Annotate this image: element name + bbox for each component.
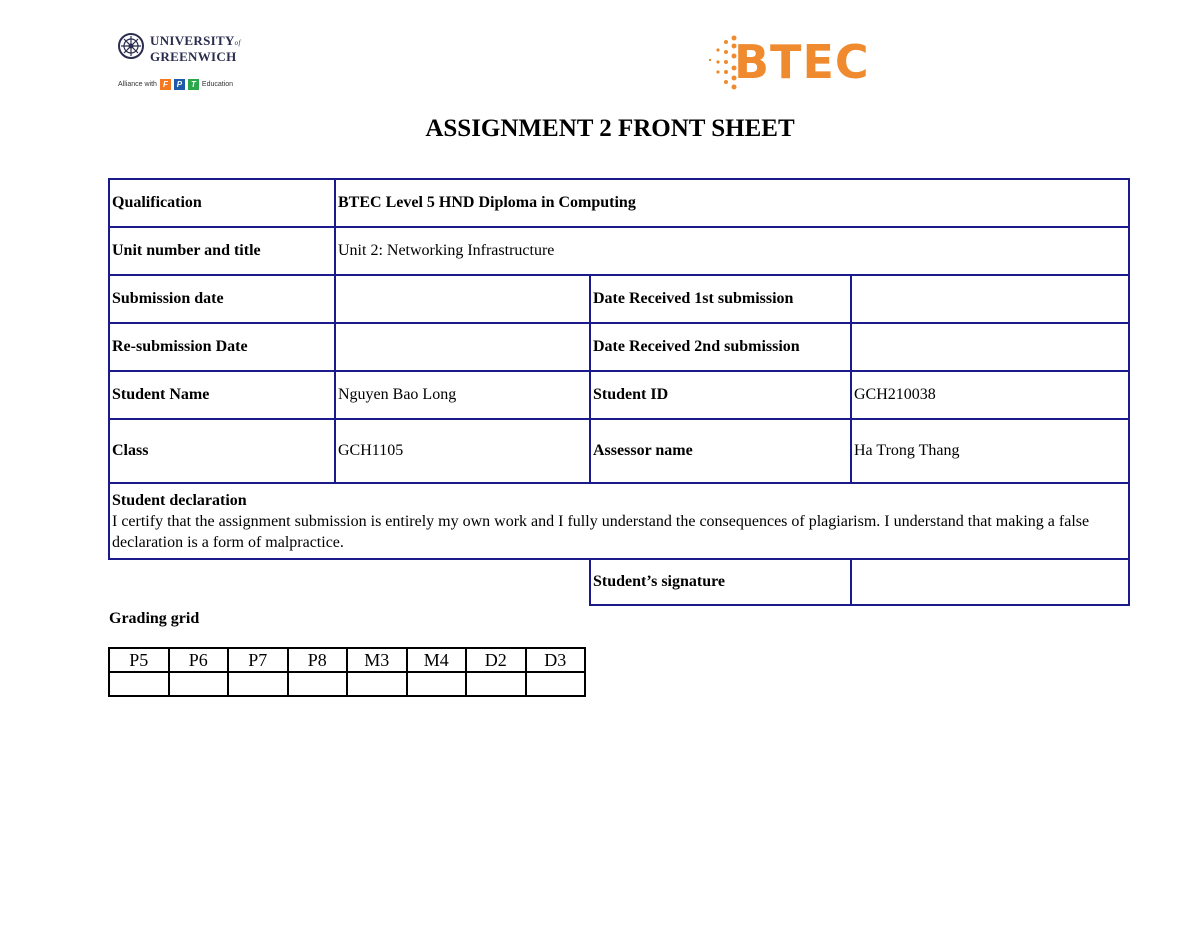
row-student-name — [109, 371, 1129, 419]
row-qualification — [109, 179, 1129, 227]
grade-m3[interactable] — [347, 672, 407, 696]
assessor-label: Assessor name — [590, 419, 851, 483]
student-id-label: Student ID — [590, 371, 851, 419]
date-received-1-label: Date Received 1st submission — [590, 275, 851, 323]
fpt-letter-f: F — [160, 79, 171, 90]
signature-field[interactable] — [851, 559, 1129, 605]
date-received-1-field[interactable] — [851, 275, 1129, 323]
declaration-title: Student declaration — [112, 492, 247, 509]
grade-d2[interactable] — [466, 672, 526, 696]
university-seal-icon — [118, 33, 144, 59]
signature-spacer — [109, 559, 590, 605]
row-class — [109, 419, 1129, 483]
unit-label: Unit number and title — [109, 227, 335, 275]
row-declaration — [109, 483, 1129, 559]
grading-criteria-row — [109, 648, 585, 672]
criterion-p7: P7 — [228, 648, 288, 672]
fpt-letter-p: P — [174, 79, 185, 90]
grade-m4[interactable] — [407, 672, 467, 696]
row-submission-date — [109, 275, 1129, 323]
grade-p8[interactable] — [288, 672, 348, 696]
btec-logo — [704, 32, 889, 94]
grading-grid-table — [108, 647, 586, 697]
student-id-value: GCH210038 — [851, 371, 1129, 419]
page-title: ASSIGNMENT 2 FRONT SHEET — [425, 115, 795, 142]
criterion-p5: P5 — [109, 648, 169, 672]
resubmission-date-label: Re-submission Date — [109, 323, 335, 371]
criterion-m3: M3 — [347, 648, 407, 672]
row-signature — [109, 559, 1129, 605]
grade-p5[interactable] — [109, 672, 169, 696]
declaration-cell — [109, 483, 1129, 559]
unit-value: Unit 2: Networking Infrastructure — [335, 227, 1129, 275]
qualification-value: BTEC Level 5 HND Diploma in Computing — [335, 179, 1129, 227]
declaration-text: I certify that the assignment submission is entirely my own work and I fully understand the consequences of plagiarism. I understand that making a false declaration is a form of malpractice. — [112, 513, 1090, 551]
submission-date-field[interactable] — [335, 275, 590, 323]
row-unit — [109, 227, 1129, 275]
resubmission-date-field[interactable] — [335, 323, 590, 371]
date-received-2-label: Date Received 2nd submission — [590, 323, 851, 371]
criterion-p8: P8 — [288, 648, 348, 672]
class-label: Class — [109, 419, 335, 483]
university-name: UNIVERSITYof GREENWICH — [150, 33, 241, 64]
grading-values-row — [109, 672, 585, 696]
student-name-value: Nguyen Bao Long — [335, 371, 590, 419]
front-sheet-table — [108, 178, 1130, 606]
submission-date-label: Submission date — [109, 275, 335, 323]
class-value: GCH1105 — [335, 419, 590, 483]
criterion-p6: P6 — [169, 648, 229, 672]
criterion-d3: D3 — [526, 648, 586, 672]
date-received-2-field[interactable] — [851, 323, 1129, 371]
qualification-label: Qualification — [109, 179, 335, 227]
grade-d3[interactable] — [526, 672, 586, 696]
university-of-greenwich-logo — [118, 33, 258, 95]
btec-wordmark: BTEC — [734, 35, 870, 89]
criterion-m4: M4 — [407, 648, 467, 672]
signature-label: Student’s signature — [590, 559, 851, 605]
criterion-d2: D2 — [466, 648, 526, 672]
grade-p7[interactable] — [228, 672, 288, 696]
fpt-letter-t: T — [188, 79, 199, 90]
row-resubmission-date — [109, 323, 1129, 371]
alliance-with-fpt: Alliance with F P T Education — [118, 80, 234, 89]
grade-p6[interactable] — [169, 672, 229, 696]
grading-grid-label: Grading grid — [109, 610, 200, 627]
student-name-label: Student Name — [109, 371, 335, 419]
assessor-value: Ha Trong Thang — [851, 419, 1129, 483]
